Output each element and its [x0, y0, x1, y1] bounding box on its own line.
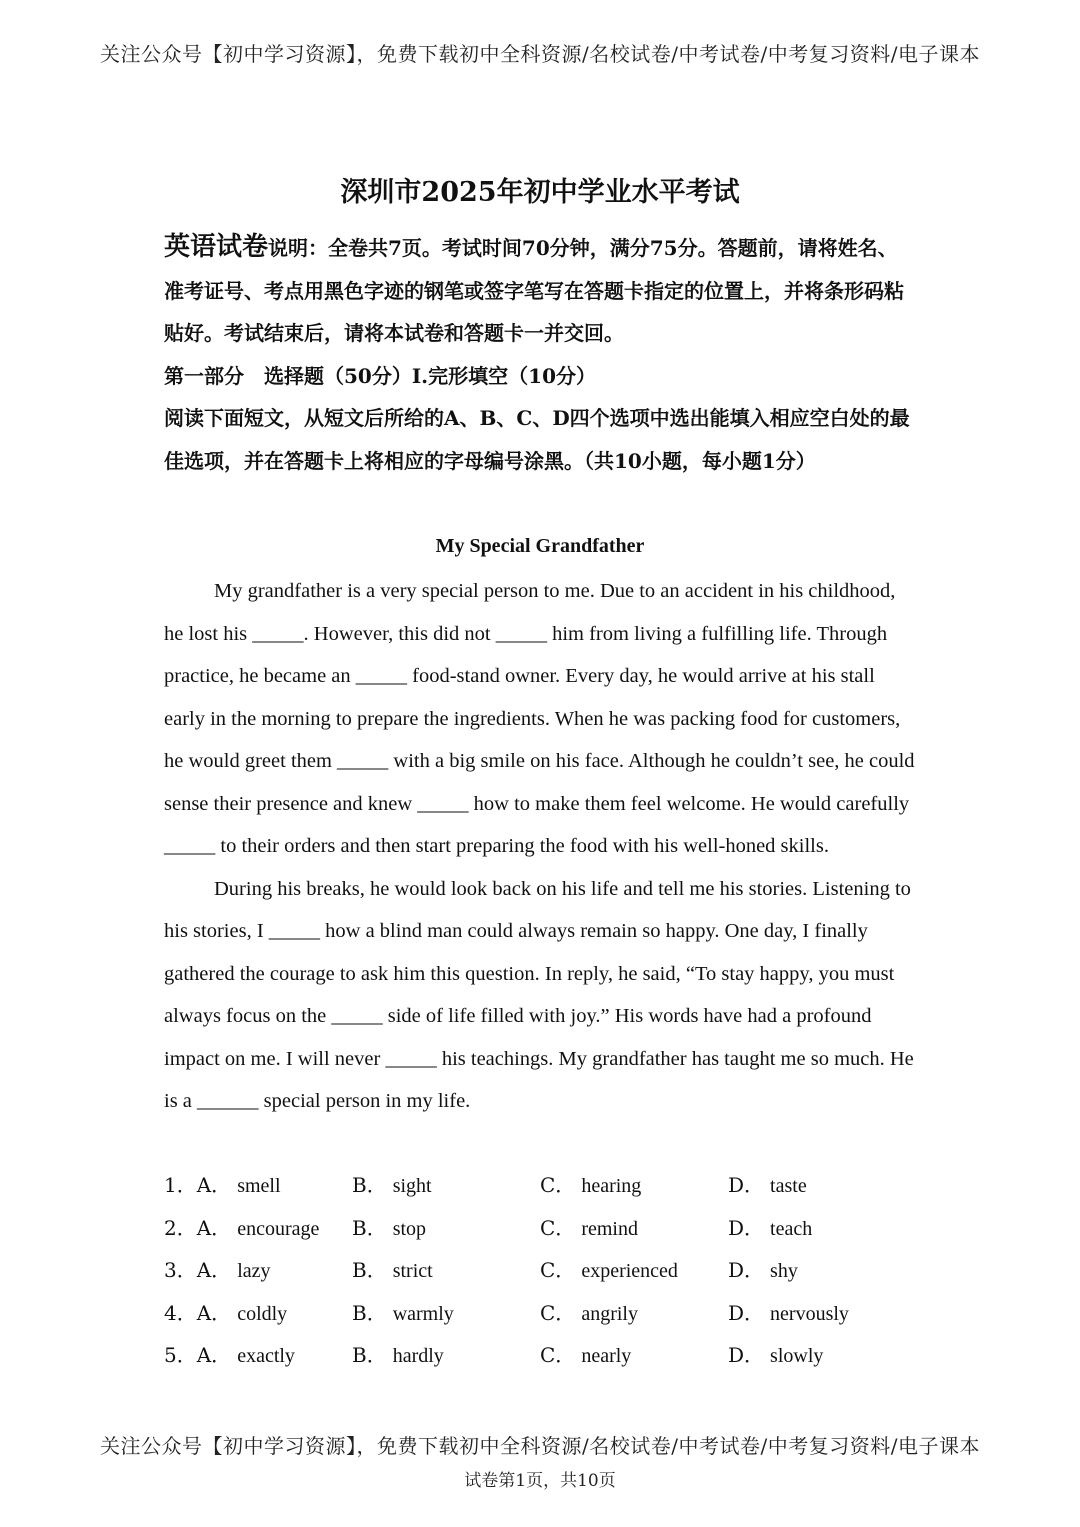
option-letter: D． [728, 1300, 765, 1325]
option-letter: D． [728, 1173, 765, 1197]
option-a [164, 1164, 281, 1208]
option-text: remind [581, 1217, 638, 1240]
option-letter: D． [728, 1215, 765, 1240]
option-text: nearly [581, 1345, 632, 1367]
option-text: exactly [237, 1345, 295, 1367]
option-text: stop [392, 1217, 427, 1240]
option-letter: A． [196, 1173, 232, 1197]
exam-title: 深圳市2025年初中学业水平考试 [340, 177, 740, 208]
option-letter: B． [352, 1173, 387, 1197]
question-row [164, 1249, 924, 1292]
question-options [164, 1164, 924, 1377]
option-text: lazy [237, 1260, 271, 1282]
exam-intro [164, 226, 916, 482]
question-row [164, 1292, 924, 1335]
option-d [728, 1207, 812, 1251]
option-letter: D． [728, 1258, 765, 1282]
option-text: warmly [392, 1302, 454, 1325]
question-number: 2． [164, 1215, 197, 1240]
question-row [164, 1207, 924, 1250]
option-a [164, 1207, 319, 1251]
option-text: sight [392, 1175, 432, 1197]
question-row [164, 1334, 924, 1377]
option-b [352, 1292, 454, 1336]
passage-paragraph: During his breaks, he would look back on his life and tell me his stories. Listening to his stories, I _____ how a blind man could always remain so happy. One day, I finally gathered the courage to ask him this question. In reply, he said, “To stay happy, you must always focus on the _____ side of life filled with joy.” His words have had a profound impact on me. I will never _____ his teachings. My grandfather has taught me so much. He is a ______ special person in my life. [164, 877, 914, 1112]
option-b [352, 1334, 444, 1378]
option-text: slowly [770, 1345, 824, 1367]
option-letter: A． [196, 1300, 232, 1325]
option-text: taste [770, 1175, 807, 1197]
option-b [352, 1164, 432, 1208]
option-text: shy [770, 1260, 798, 1282]
option-text: smell [237, 1175, 281, 1197]
option-d [728, 1249, 798, 1293]
option-letter: A． [196, 1343, 232, 1367]
option-text: encourage [237, 1217, 320, 1240]
header-banner: 关注公众号【初中学习资源】，免费下载初中全科资源/名校试卷/中考试卷/中考复习资料/电子课本 [100, 42, 980, 66]
option-letter: B． [352, 1343, 387, 1367]
option-text: teach [770, 1217, 813, 1240]
option-text: strict [392, 1260, 433, 1282]
option-c [540, 1207, 638, 1251]
option-c [540, 1164, 641, 1208]
option-letter: C． [540, 1173, 576, 1197]
option-b [352, 1249, 433, 1293]
question-number: 4． [164, 1300, 197, 1325]
option-letter: B． [352, 1258, 387, 1282]
subject-label: 英语试卷 [164, 232, 269, 262]
option-text: hardly [392, 1345, 444, 1367]
directions-text: 阅读下面短文，从短文后所给的A、B、C、D四个选项中选出能填入相应空白处的最佳选项，并在答题卡上将相应的字母编号涂黑。（共10小题，每小题1分） [164, 406, 910, 473]
option-text: coldly [237, 1302, 288, 1325]
option-text: nervously [770, 1302, 849, 1325]
option-letter: B． [352, 1215, 387, 1240]
option-d [728, 1164, 807, 1208]
option-d [728, 1334, 823, 1378]
passage-paragraph: My grandfather is a very special person to me. Due to an accident in his childhood, he lost his _____. However, this did not _____ him from living a fulfilling life. Through practice, he became an _____ food-stand owner. Every day, he would arrive at his stall early in the morning to prepare the ingredients. When he was packing food for customers, he would greet them _____ with a big smile on his face. Although he couldn’t see, he could sense their presence and knew _____ how to make them feel welcome. He would carefully _____ to their orders and then start preparing the food with his well-honed skills. [164, 580, 915, 857]
option-c [540, 1249, 678, 1293]
footer-banner: 关注公众号【初中学习资源】，免费下载初中全科资源/名校试卷/中考试卷/中考复习资料/电子课本 [100, 1434, 980, 1458]
section-heading: 第一部分 选择题（50分）Ⅰ.完形填空（10分） [164, 363, 596, 388]
option-letter: A． [196, 1215, 232, 1240]
instructions-text: 说明：全卷共7页。考试时间70分钟，满分75分。答题前，请将姓名、准考证号、考点用黑色字迹的钢笔或签字笔写在答题卡指定的位置上，并将条形码粘贴好。考试结束后，请将本试卷和答题卡一并交回。 [164, 236, 904, 345]
option-c [540, 1292, 638, 1336]
option-letter: C． [540, 1343, 576, 1367]
option-letter: C． [540, 1215, 576, 1240]
question-number: 5． [164, 1343, 197, 1367]
page-number: 试卷第1页，共10页 [464, 1471, 616, 1491]
option-c [540, 1334, 631, 1378]
option-letter: D． [728, 1343, 765, 1367]
option-text: angrily [581, 1302, 638, 1325]
option-letter: C． [540, 1258, 576, 1282]
question-row [164, 1164, 924, 1207]
instructions-block [164, 226, 916, 355]
option-text: hearing [581, 1175, 642, 1197]
option-a [164, 1249, 271, 1293]
option-d [728, 1292, 849, 1336]
option-letter: C． [540, 1300, 576, 1325]
option-letter: B． [352, 1300, 387, 1325]
option-a [164, 1292, 287, 1336]
option-text: experienced [581, 1260, 678, 1282]
passage-title: My Special Grandfather [435, 535, 645, 557]
question-number: 3． [164, 1258, 197, 1282]
question-number: 1． [164, 1173, 197, 1197]
passage-body [164, 570, 916, 1123]
option-a [164, 1334, 295, 1378]
option-letter: A． [196, 1258, 232, 1282]
option-b [352, 1207, 426, 1251]
